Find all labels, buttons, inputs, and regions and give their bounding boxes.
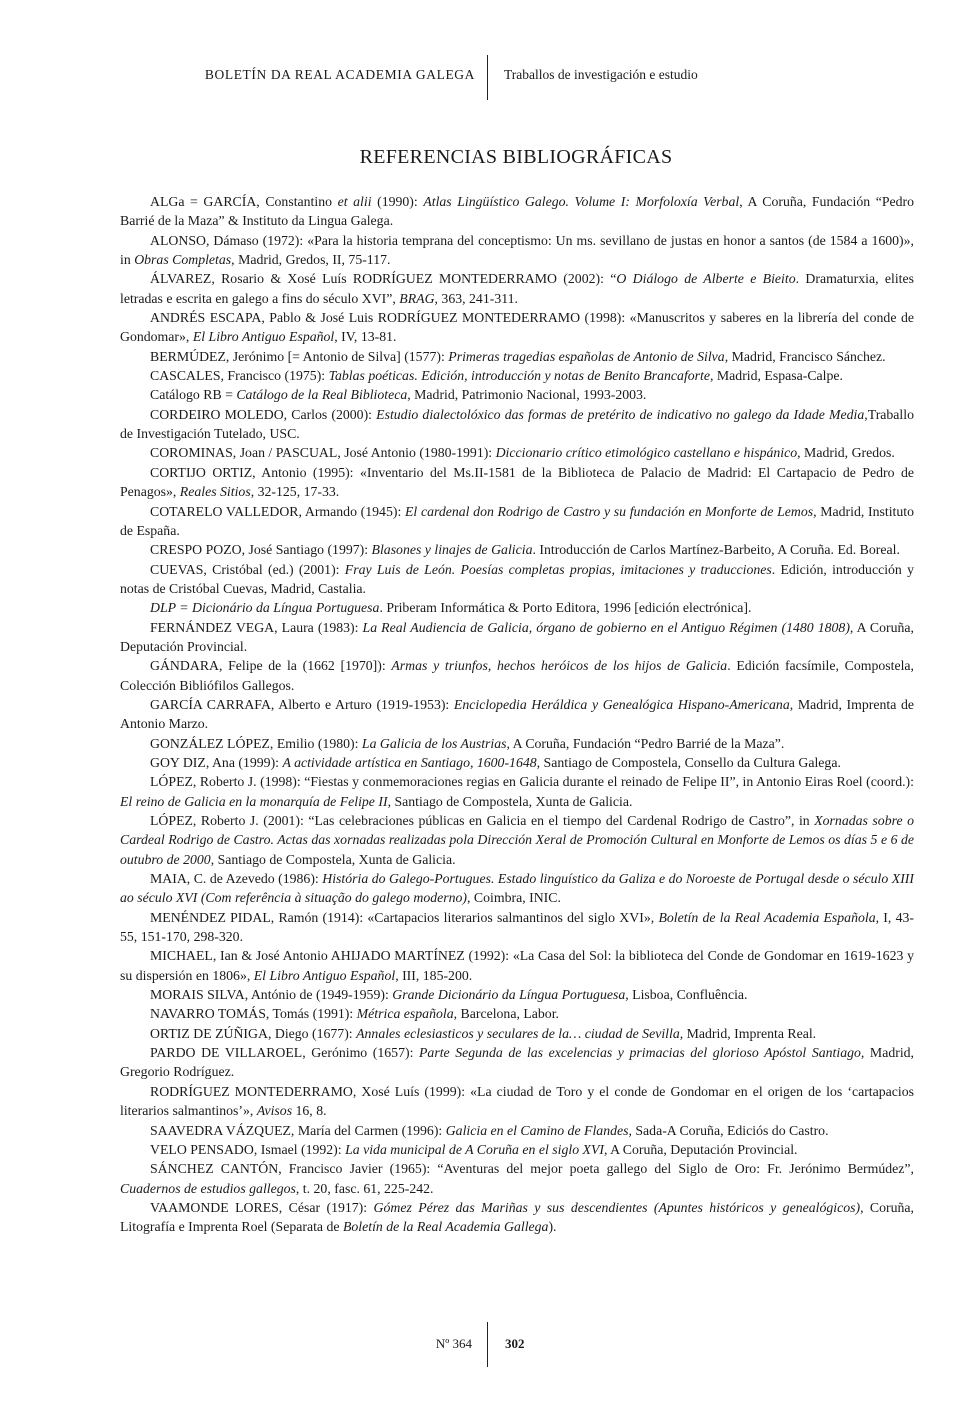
reference-entry bbox=[120, 985, 914, 1004]
reference-text: , A Coruña, Fundación “Pedro Barrié de la Maza” & Instituto da Lingua Galega. bbox=[120, 194, 915, 229]
reference-text: LÓPEZ, Roberto J. (1998): “Fiestas y conmemoraciones regias en Galicia durante el reinado de Felipe II”, in Antonio Eiras Roel (coord.): bbox=[150, 774, 914, 790]
reference-text: CASCALES, Francisco (1975): bbox=[150, 368, 329, 384]
reference-italic-text: El Libro Antiguo Español bbox=[253, 967, 396, 983]
reference-text: GOY DIZ, Ana (1999): bbox=[150, 754, 283, 770]
reference-text: , A Coruña, Fundación “Pedro Barrié de la Maza”. bbox=[506, 735, 785, 751]
reference-italic-text: Blasones y linajes de Galicia bbox=[371, 542, 533, 558]
reference-text: MICHAEL, Ian & José Antonio AHIJADO MARTÍNEZ (1992): «La Casa del Sol: la biblioteca del Conde de Gondomar en 1619-1623 y su dispersión en 1806», bbox=[120, 948, 914, 983]
reference-text: , Madrid, Gredos. bbox=[797, 445, 895, 461]
reference-text: VELO PENSADO, Ismael (1992): bbox=[150, 1141, 346, 1157]
reference-text: . Dramaturxia, elites letradas e escrita en galego a fins do século XVI”, bbox=[120, 271, 914, 306]
reference-italic-text: Diccionario crítico etimológico castellano e hispánico bbox=[495, 445, 798, 461]
reference-text: , t. 20, fasc. 61, 225-242. bbox=[295, 1180, 434, 1196]
reference-text: ALGa = GARCÍA, Constantino bbox=[150, 194, 338, 209]
reference-text: CRESPO POZO, José Santiago (1997): bbox=[150, 542, 372, 558]
reference-entry bbox=[120, 192, 914, 231]
header-divider bbox=[487, 55, 488, 100]
reference-entry bbox=[120, 540, 914, 559]
reference-text: , Madrid, Patrimonio Nacional, 1993-2003. bbox=[407, 387, 647, 403]
reference-italic-text: Galicia en el Camino de Flandes bbox=[445, 1122, 629, 1138]
reference-entry bbox=[120, 502, 914, 541]
reference-entry bbox=[120, 695, 914, 734]
reference-text: MORAIS SILVA, António de (1949-1959): bbox=[150, 987, 393, 1003]
reference-text: , Madrid, Imprenta Real. bbox=[679, 1025, 817, 1041]
reference-text: , Sada-A Coruña, Ediciós do Castro. bbox=[628, 1122, 829, 1138]
reference-italic-text: Annales eclesiasticos y seculares de la… ciudad de Sevilla bbox=[356, 1025, 680, 1041]
reference-entry bbox=[120, 1121, 914, 1140]
reference-entry bbox=[120, 618, 914, 657]
reference-text: . Edición, introducción y notas de Cristóbal Cuevas, Madrid, Castalia. bbox=[120, 561, 914, 596]
reference-entry bbox=[120, 231, 914, 270]
reference-italic-text: Reales Sitios bbox=[179, 484, 251, 500]
reference-text: , Lisboa, Confluência. bbox=[625, 987, 748, 1003]
reference-text: ANDRÉS ESCAPA, Pablo & José Luis RODRÍGUEZ MONTEDERRAMO (1998): «Manuscritos y saberes en la librería del conde de Gondomar», bbox=[120, 310, 914, 345]
reference-entry bbox=[120, 1004, 914, 1023]
reference-text: , Madrid, Gredos, II, 75-117. bbox=[231, 252, 391, 268]
reference-text: SAAVEDRA VÁZQUEZ, María del Carmen (1996): bbox=[150, 1122, 446, 1138]
reference-entry bbox=[120, 772, 914, 811]
reference-text: MENÉNDEZ PIDAL, Ramón (1914): «Cartapacios literarios salmantinos del siglo XVI», bbox=[150, 909, 659, 925]
reference-text: , Santiago de Compostela, Xunta de Galicia. bbox=[210, 851, 456, 867]
reference-entry bbox=[120, 405, 914, 444]
reference-text: PARDO DE VILLAROEL, Gerónimo (1657): bbox=[150, 1045, 419, 1061]
reference-italic-text: El Libro Antiguo Español bbox=[192, 329, 335, 345]
reference-text: VAAMONDE LORES, César (1917): bbox=[150, 1199, 374, 1215]
reference-italic-text: Fray Luis de León. Poesías completas propias, imitaciones y traducciones bbox=[344, 561, 772, 577]
reference-entry bbox=[120, 1024, 914, 1043]
reference-entry bbox=[120, 946, 914, 985]
reference-entry bbox=[120, 869, 914, 908]
reference-text: . Priberam Informática & Porto Editora, 1996 [edición electrónica]. bbox=[379, 600, 752, 616]
reference-italic-text: Atlas Lingüístico Galego. Volume I: Morfoloxía Verbal bbox=[423, 194, 740, 209]
reference-text: ). bbox=[548, 1219, 557, 1235]
reference-italic-text: O Diálogo de Alberte e Bieito bbox=[616, 271, 796, 287]
reference-entry bbox=[120, 1082, 914, 1121]
reference-text: CORDEIRO MOLEDO, Carlos (2000): bbox=[150, 406, 377, 422]
reference-italic-text: Xornadas sobre o Cardeal Rodrigo de Castro. Actas das xornadas realizadas pola Dirección Xeral de Promoción Cultural en Monforte de Lemos os días 5 e 6 de outubro de 2000 bbox=[120, 813, 914, 867]
reference-text: , Coruña, Litografía e Imprenta Roel (Separata de bbox=[120, 1199, 914, 1235]
reference-italic-text: Parte Segunda de las excelencias y primacias del glorioso Apóstol Santiago bbox=[419, 1045, 861, 1061]
reference-italic-text: História do Galego-Portugues. Estado linguístico da Galiza e do Noroeste de Portugal desde o século XIII ao século XVI (Com referência à situação do galego moderno) bbox=[120, 871, 914, 906]
reference-entry bbox=[120, 560, 914, 599]
reference-text: , 32-125, 17-33. bbox=[250, 484, 340, 500]
reference-list bbox=[120, 192, 914, 1237]
reference-italic-text: Cuadernos de estudios gallegos bbox=[120, 1180, 296, 1196]
reference-italic-text: Métrica española bbox=[356, 1006, 454, 1022]
reference-text: , Madrid, Imprenta de Antonio Marzo. bbox=[120, 696, 914, 732]
issue-number: Nº 364 bbox=[435, 1336, 472, 1351]
reference-text: ALONSO, Dámaso (1972): «Para la historia temprana del conceptismo: Un ms. sevillano de justas en honor a santos (de 1584 a 1600)», in bbox=[120, 232, 914, 268]
reference-entry bbox=[120, 753, 914, 772]
reference-italic-text: Grande Dicionário da Língua Portuguesa bbox=[392, 987, 626, 1003]
reference-text: ,Traballo de Investigación Tutelado, USC. bbox=[120, 406, 914, 442]
reference-text: . Introducción de Carlos Martínez-Barbeito, A Coruña. Ed. Boreal. bbox=[532, 542, 900, 558]
reference-entry bbox=[120, 385, 914, 404]
reference-text: COROMINAS, Joan / PASCUAL, José Antonio (1980-1991): bbox=[150, 445, 496, 461]
reference-italic-text: Avisos bbox=[256, 1103, 293, 1119]
reference-italic-text: Catálogo de la Real Biblioteca bbox=[236, 387, 408, 403]
reference-text: , Barcelona, Labor. bbox=[453, 1006, 559, 1022]
reference-text: 16, 8. bbox=[292, 1103, 327, 1119]
reference-entry bbox=[120, 463, 914, 502]
reference-italic-text: Armas y triunfos, hechos heróicos de los hijos de Galicia bbox=[391, 658, 728, 674]
reference-entry bbox=[120, 1140, 914, 1159]
reference-text: , Madrid, Francisco Sánchez. bbox=[724, 348, 886, 364]
reference-entry bbox=[120, 366, 914, 385]
reference-text: GONZÁLEZ LÓPEZ, Emilio (1980): bbox=[150, 735, 362, 751]
reference-entry bbox=[120, 308, 914, 347]
reference-italic-text: et alii bbox=[337, 194, 372, 209]
journal-name: BOLETÍN DA REAL ACADEMIA GALEGA bbox=[204, 67, 475, 82]
reference-text: , Coimbra, INIC. bbox=[467, 890, 561, 906]
page-footer bbox=[0, 1322, 975, 1367]
reference-text: CUEVAS, Cristóbal (ed.) (2001): bbox=[150, 561, 345, 577]
reference-italic-text: La Real Audiencia de Galicia, órgano de gobierno en el Antiguo Régimen (1480 1808) bbox=[362, 619, 850, 635]
reference-italic-text: Obras Completas bbox=[134, 252, 232, 268]
reference-text: , Santiago de Compostela, Xunta de Galicia. bbox=[387, 793, 633, 809]
running-header bbox=[0, 55, 975, 100]
reference-text: , 363, 241-311. bbox=[434, 290, 518, 306]
reference-italic-text: A actividade artística en Santiago, 1600-1648 bbox=[282, 754, 537, 770]
page-number: 302 bbox=[505, 1336, 525, 1351]
reference-entry bbox=[120, 656, 914, 695]
reference-italic-text: Tablas poéticas. Edición, introducción y notas de Benito Brancaforte bbox=[328, 368, 711, 384]
reference-text: ORTIZ DE ZÚÑIGA, Diego (1677): bbox=[150, 1025, 357, 1041]
reference-text: , Madrid, Instituto de España. bbox=[120, 503, 915, 538]
reference-text: , A Coruña, Deputación Provincial. bbox=[604, 1141, 798, 1157]
reference-text: , Madrid, Espasa-Calpe. bbox=[710, 368, 843, 384]
reference-entry bbox=[120, 908, 914, 947]
footer-divider bbox=[487, 1322, 488, 1367]
reference-text: SÁNCHEZ CANTÓN, Francisco Javier (1965): “Aventuras del mejor poeta gallego del Siglo de Oro: Fr. Jerónimo Bermúdez”, bbox=[150, 1161, 914, 1177]
reference-entry bbox=[120, 1159, 914, 1198]
reference-text: . Edición facsímile, Compostela, Colección Bibliófilos Gallegos. bbox=[120, 658, 914, 693]
reference-italic-text: El reino de Galicia en la monarquía de Felipe II bbox=[120, 793, 388, 809]
reference-text: GÁNDARA, Felipe de la (1662 [1970]): bbox=[150, 658, 392, 674]
reference-text: RODRÍGUEZ MONTEDERRAMO, Xosé Luís (1999): «La ciudad de Toro y el conde de Gondomar en el origen de los ‘cartapacios literarios salmantinos’», bbox=[120, 1083, 914, 1119]
reference-entry bbox=[120, 734, 914, 753]
reference-entry bbox=[120, 1198, 914, 1237]
reference-italic-text: Gómez Pérez das Mariñas y sus descendientes (Apuntes históricos y genealógicos) bbox=[373, 1199, 861, 1215]
reference-entry bbox=[120, 811, 914, 869]
reference-text: NAVARRO TOMÁS, Tomás (1991): bbox=[150, 1006, 357, 1022]
reference-text: MAIA, C. de Azevedo (1986): bbox=[150, 871, 323, 887]
reference-italic-text: Enciclopedia Heráldica y Genealógica Hispano-Americana bbox=[453, 696, 790, 712]
reference-text: LÓPEZ, Roberto J. (2001): “Las celebraciones públicas en Galicia en el tiempo del Cardenal Rodrigo de Castro”, in bbox=[150, 813, 815, 828]
reference-italic-text: El cardenal don Rodrigo de Castro y su fundación en Monforte de Lemos bbox=[404, 503, 814, 519]
reference-italic-text: Estudio dialectolóxico das formas de pretérito de indicativo no galego da Idade Media bbox=[376, 406, 865, 422]
reference-text: GARCÍA CARRAFA, Alberto e Arturo (1919-1953): bbox=[150, 696, 454, 712]
reference-text: Catálogo RB = bbox=[150, 387, 237, 403]
reference-entry bbox=[120, 347, 914, 366]
section-name: Traballos de investigación e estudio bbox=[504, 67, 698, 82]
reference-italic-text: La vida municipal de A Coruña en el siglo XVI bbox=[345, 1141, 604, 1157]
reference-text: , Madrid, Gregorio Rodríguez. bbox=[120, 1045, 914, 1080]
reference-text: , IV, 13-81. bbox=[334, 329, 397, 345]
reference-text: , III, 185-200. bbox=[395, 967, 473, 983]
reference-entry bbox=[120, 1043, 914, 1082]
reference-italic-text: Boletín de la Real Academia Gallega bbox=[342, 1219, 549, 1235]
reference-entry bbox=[120, 269, 914, 308]
reference-text: CORTIJO ORTIZ, Antonio (1995): «Inventario del Ms.II-1581 de la Biblioteca de Palacio de Madrid: El Cartapacio de Pedro de Penagos», bbox=[120, 464, 914, 500]
reference-text: BERMÚDEZ, Jerónimo [= Antonio de Silva] (1577): bbox=[150, 348, 449, 364]
reference-text: ÁLVAREZ, Rosario & Xosé Luís RODRÍGUEZ MONTEDERRAMO (2002): “ bbox=[150, 271, 617, 287]
page-title: REFERENCIAS BIBLIOGRÁFICAS bbox=[359, 146, 673, 168]
reference-text: , A Coruña, Deputación Provincial. bbox=[120, 619, 914, 654]
reference-text: COTARELO VALLEDOR, Armando (1945): bbox=[150, 503, 405, 519]
reference-italic-text: La Galicia de los Austrias bbox=[361, 735, 507, 751]
reference-italic-text: Primeras tragedias españolas de Antonio de Silva bbox=[448, 348, 725, 364]
reference-text: , Santiago de Compostela, Consello da Cultura Galega. bbox=[536, 754, 841, 770]
reference-italic-text: DLP = Dicionário da Língua Portuguesa bbox=[150, 600, 380, 616]
reference-italic-text: Boletín de la Real Academia Española bbox=[658, 909, 876, 925]
reference-text: FERNÁNDEZ VEGA, Laura (1983): bbox=[150, 619, 363, 635]
reference-entry bbox=[120, 598, 914, 617]
reference-entry bbox=[120, 443, 914, 462]
reference-text: (1990): bbox=[371, 194, 424, 209]
reference-text: , I, 43-55, 151-170, 298-320. bbox=[120, 909, 914, 945]
reference-italic-text: BRAG bbox=[399, 290, 435, 306]
